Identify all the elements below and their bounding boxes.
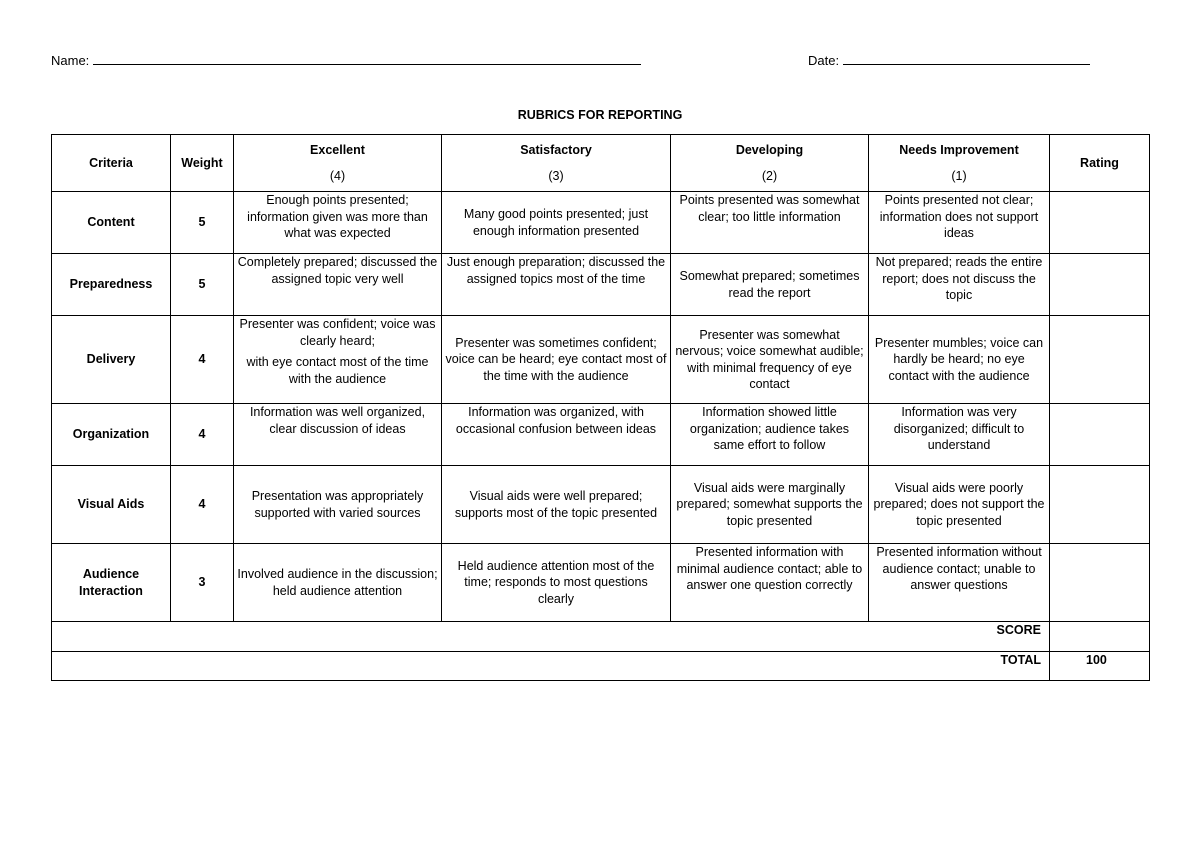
criteria-cell: Visual Aids (52, 466, 171, 544)
developing-cell: Points presented was somewhat clear; too little information (671, 192, 869, 254)
level-header-satisfactory (442, 135, 671, 192)
needs-improvement-cell: Visual aids were poorly prepared; does not support the topic presented (869, 466, 1050, 544)
level-score: (2) (761, 169, 778, 183)
criteria-cell: Audience Interaction (52, 544, 171, 622)
weight-cell: 5 (171, 254, 234, 316)
table-row-content (52, 192, 1150, 254)
needs-improvement-cell: Not prepared; reads the entire report; does not discuss the topic (869, 254, 1050, 316)
criteria-cell: Content (52, 192, 171, 254)
level-label: Developing (735, 142, 804, 157)
needs-improvement-cell: Presented information without audience contact; unable to answer questions (869, 544, 1050, 622)
level-label: Needs Improvement (899, 142, 1019, 157)
total-value: 100 (1050, 652, 1150, 681)
level-score: (4) (329, 169, 346, 183)
table-row-visual-aids (52, 466, 1150, 544)
table-row-preparedness (52, 254, 1150, 316)
rating-cell[interactable] (1050, 544, 1150, 622)
criteria-cell: Organization (52, 404, 171, 466)
rubric-table (51, 134, 1150, 681)
excellent-cell (234, 316, 442, 404)
date-blank-line[interactable] (843, 52, 1090, 65)
level-header-excellent (234, 135, 442, 192)
level-score: (1) (951, 169, 967, 183)
rating-cell[interactable] (1050, 316, 1150, 404)
developing-cell: Presented information with minimal audience contact; able to answer one question correctly (671, 544, 869, 622)
excellent-text-part1: Presenter was confident; voice was clearly heard; (239, 317, 436, 348)
rating-cell[interactable] (1050, 404, 1150, 466)
needs-improvement-cell: Presenter mumbles; voice can hardly be heard; no eye contact with the audience (869, 316, 1050, 404)
total-row (52, 652, 1150, 681)
score-value[interactable] (1050, 622, 1150, 652)
satisfactory-cell: Information was organized, with occasional confusion between ideas (442, 404, 671, 466)
level-header-needs-improvement (869, 135, 1050, 192)
satisfactory-cell: Held audience attention most of the time; responds to most questions clearly (442, 544, 671, 622)
satisfactory-cell: Just enough preparation; discussed the assigned topics most of the time (442, 254, 671, 316)
excellent-cell: Information was well organized, clear discussion of ideas (234, 404, 442, 466)
criteria-cell: Preparedness (52, 254, 171, 316)
name-label: Name: (51, 53, 90, 68)
satisfactory-cell: Presenter was sometimes confident; voice can be heard; eye contact most of the time with the audience (442, 316, 671, 404)
excellent-cell: Enough points presented; information given was more than what was expected (234, 192, 442, 254)
rating-cell[interactable] (1050, 466, 1150, 544)
page-title: RUBRICS FOR REPORTING (517, 108, 683, 122)
level-header-developing (671, 135, 869, 192)
date-label: Date: (808, 53, 840, 68)
excellent-cell: Involved audience in the discussion; held audience attention (234, 544, 442, 622)
weight-cell: 5 (171, 192, 234, 254)
criteria-header: Criteria (52, 135, 171, 192)
total-label: TOTAL (52, 652, 1050, 681)
developing-cell: Presenter was somewhat nervous; voice somewhat audible; with minimal frequency of eye contact (671, 316, 869, 404)
needs-improvement-cell: Points presented not clear; information does not support ideas (869, 192, 1050, 254)
developing-cell: Visual aids were marginally prepared; somewhat supports the topic presented (671, 466, 869, 544)
score-label: SCORE (52, 622, 1050, 652)
level-label: Excellent (310, 142, 365, 157)
developing-cell: Information showed little organization; audience takes same effort to follow (671, 404, 869, 466)
needs-improvement-cell: Information was very disorganized; difficult to understand (869, 404, 1050, 466)
rating-header: Rating (1050, 135, 1150, 192)
table-row-delivery (52, 316, 1150, 404)
weight-cell: 4 (171, 404, 234, 466)
table-row-audience-interaction (52, 544, 1150, 622)
header-row (52, 135, 1150, 192)
name-field (51, 52, 641, 68)
weight-cell: 3 (171, 544, 234, 622)
name-blank-line[interactable] (93, 52, 641, 65)
date-field (808, 52, 1090, 68)
level-score: (3) (548, 169, 564, 183)
weight-header: Weight (171, 135, 234, 192)
excellent-text-part2: with eye contact most of the time with the audience (246, 355, 429, 386)
weight-cell: 4 (171, 466, 234, 544)
level-label: Satisfactory (520, 142, 592, 157)
excellent-cell: Presentation was appropriately supported with varied sources (234, 466, 442, 544)
excellent-cell: Completely prepared; discussed the assigned topic very well (234, 254, 442, 316)
weight-cell: 4 (171, 316, 234, 404)
rating-cell[interactable] (1050, 254, 1150, 316)
developing-cell: Somewhat prepared; sometimes read the report (671, 254, 869, 316)
table-row-organization (52, 404, 1150, 466)
score-row (52, 622, 1150, 652)
criteria-cell: Delivery (52, 316, 171, 404)
satisfactory-cell: Many good points presented; just enough information presented (442, 192, 671, 254)
rating-cell[interactable] (1050, 192, 1150, 254)
satisfactory-cell: Visual aids were well prepared; supports most of the topic presented (442, 466, 671, 544)
